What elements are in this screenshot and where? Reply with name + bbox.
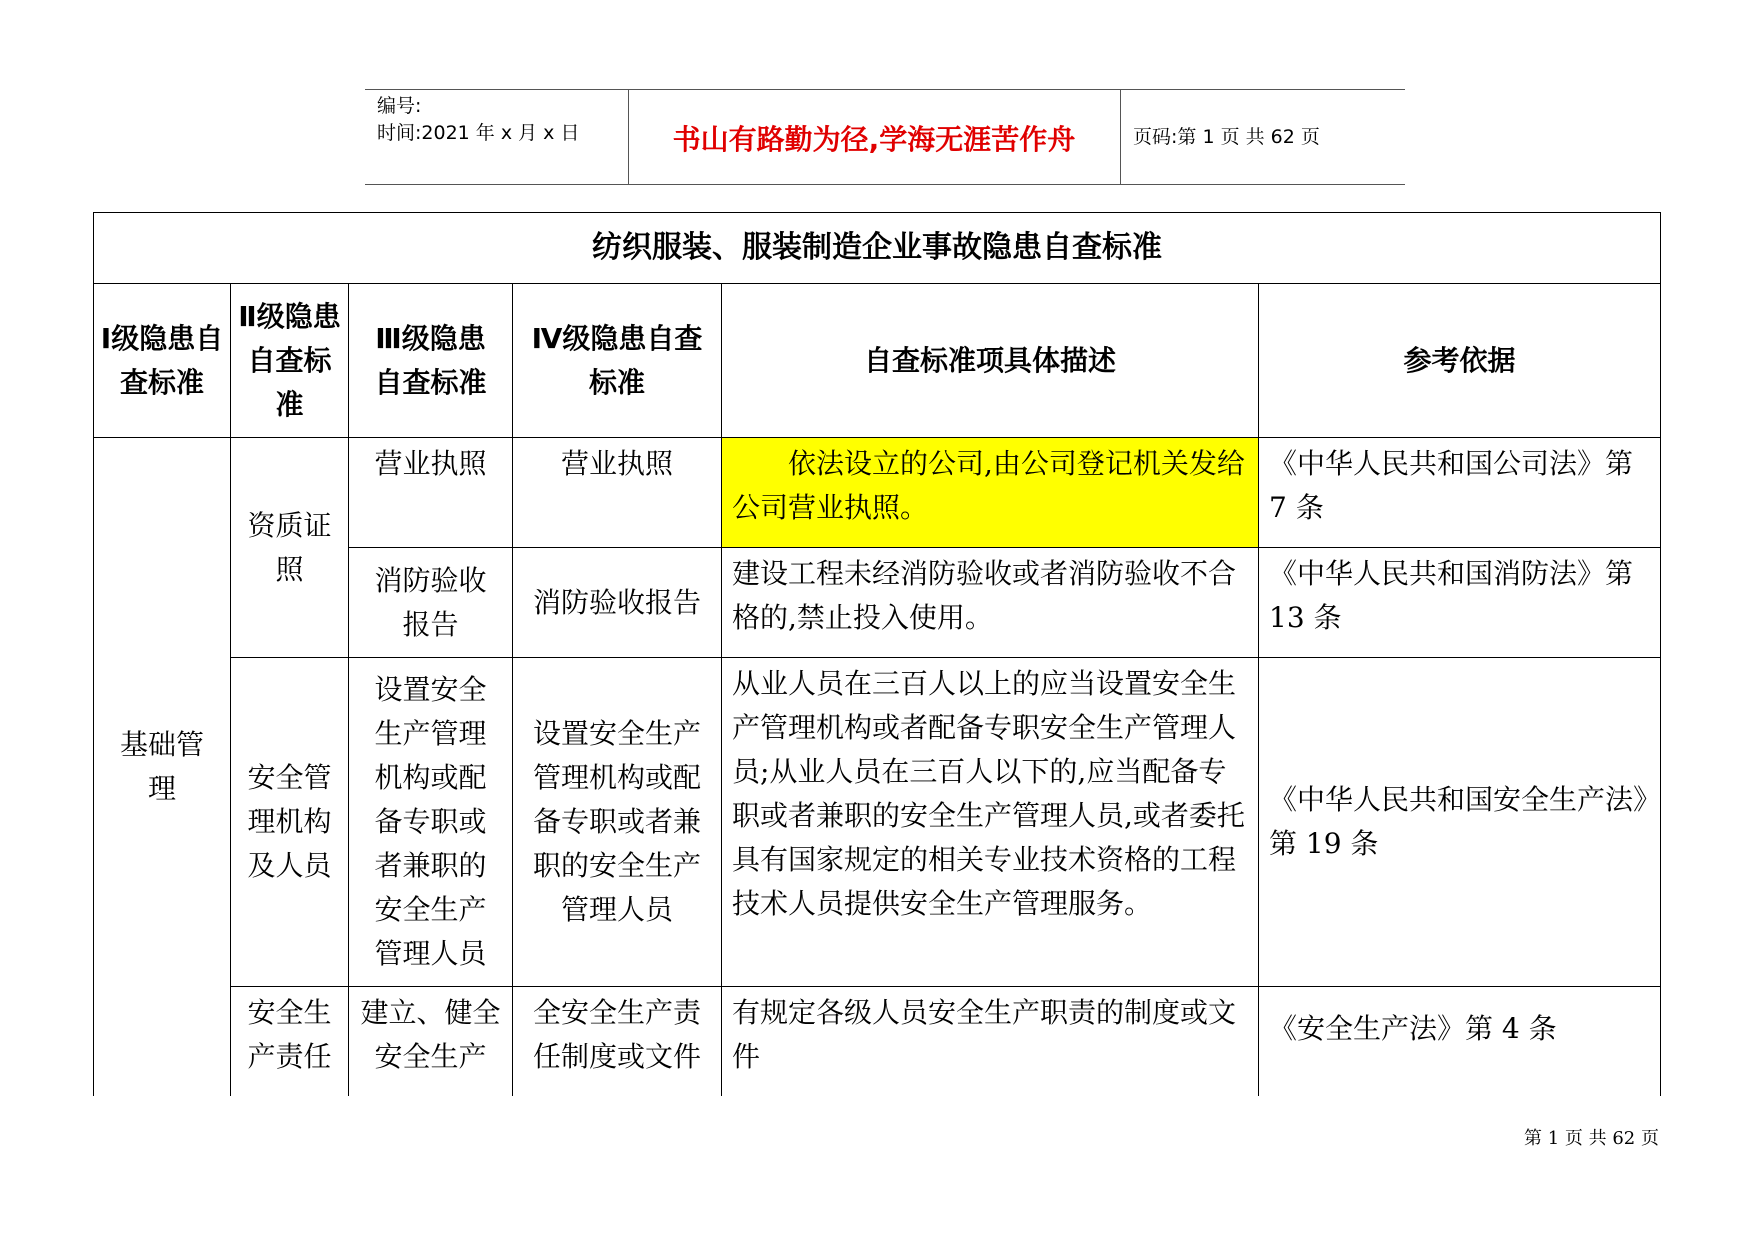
table-title: 纺织服装、服装制造企业事故隐患自查标准 — [94, 213, 1661, 284]
level4-cell: 全安全生产责任制度或文件 — [513, 987, 722, 1096]
level3-cell: 营业执照 — [349, 438, 513, 548]
header-page-number: 页码:第 1 页 共 62 页 — [1133, 126, 1320, 148]
level3-cell: 消防验收报告 — [349, 548, 513, 658]
description-cell: 有规定各级人员安全生产职责的制度或文件 — [722, 987, 1259, 1096]
document-number-label: 编号: — [377, 95, 422, 117]
description-cell: 从业人员在三百人以上的应当设置安全生产管理机构或者配备专职安全生产管理人员;从业人员在三百人以下的,应当配备专职或者兼职的安全生产管理人员,或者委托具有国家规定的相关专业技术资格的工程技术人员提供安全生产管理服务。 — [722, 658, 1259, 987]
description-cell: 依法设立的公司,由公司登记机关发给公司营业执照。 — [722, 438, 1259, 548]
column-header-level4: Ⅳ级隐患自查标准 — [513, 284, 722, 438]
reference-cell: 《中华人民共和国安全生产法》第 19 条 — [1259, 658, 1661, 987]
footer-page-number: 第 1 页 共 62 页 — [1524, 1128, 1659, 1149]
hazard-checklist-table — [93, 212, 1661, 1096]
header-top-rule — [365, 89, 1405, 90]
description-cell: 建设工程未经消防验收或者消防验收不合格的,禁止投入使用。 — [722, 548, 1259, 658]
table-row — [94, 438, 1661, 548]
level2-cell: 资质证照 — [231, 438, 349, 658]
table-header-row — [94, 284, 1661, 438]
column-header-level3: Ⅲ级隐患自查标准 — [349, 284, 513, 438]
level3-cell: 设置安全生产管理机构或配备专职或者兼职的安全生产管理人员 — [349, 658, 513, 987]
level2-cell: 安全管理机构及人员 — [231, 658, 349, 987]
level3-cell: 建立、健全安全生产 — [349, 987, 513, 1096]
level2-cell: 安全生产责任 — [231, 987, 349, 1096]
level4-cell: 设置安全生产管理机构或配备专职或者兼职的安全生产管理人员 — [513, 658, 722, 987]
level4-cell: 消防验收报告 — [513, 548, 722, 658]
table-row — [94, 658, 1661, 987]
reference-cell: 《中华人民共和国公司法》第 7 条 — [1259, 438, 1661, 548]
reference-cell: 《中华人民共和国消防法》第 13 条 — [1259, 548, 1661, 658]
header-divider — [1120, 89, 1121, 184]
column-header-level2: Ⅱ级隐患自查标准 — [231, 284, 349, 438]
column-header-level1: Ⅰ级隐患自查标准 — [94, 284, 231, 438]
document-date-label: 时间:2021 年 x 月 x 日 — [377, 122, 580, 144]
reference-cell: 《安全生产法》第 4 条 — [1259, 987, 1661, 1096]
header-motto: 书山有路勤为径,学海无涯苦作舟 — [672, 123, 1076, 156]
table-row — [94, 987, 1661, 1096]
column-header-reference: 参考依据 — [1259, 284, 1661, 438]
level1-cell: 基础管理 — [94, 438, 231, 1096]
column-header-description: 自查标准项具体描述 — [722, 284, 1259, 438]
header-bottom-rule — [365, 184, 1405, 185]
level4-cell: 营业执照 — [513, 438, 722, 548]
